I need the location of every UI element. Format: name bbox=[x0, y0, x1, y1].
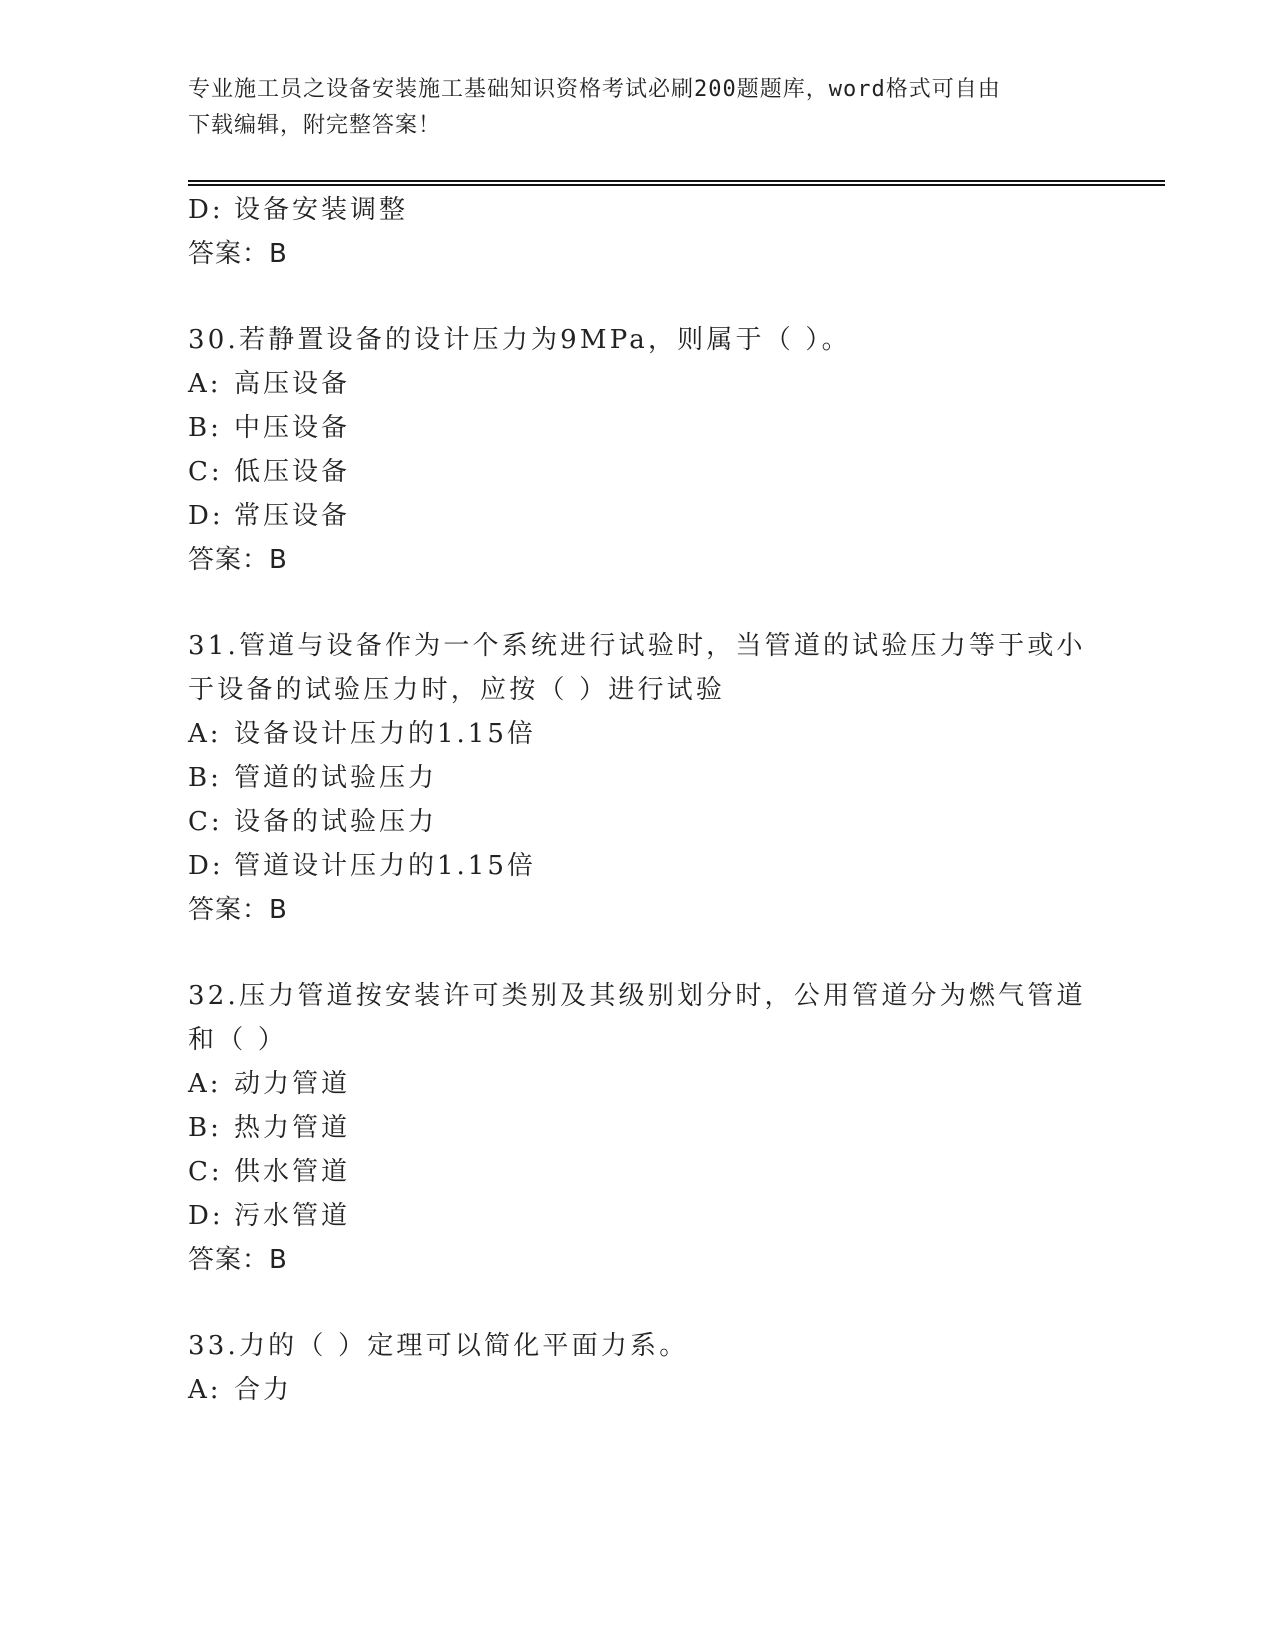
option-text: 低压设备 bbox=[234, 457, 351, 487]
option-key: A: bbox=[188, 1375, 222, 1405]
option-key: D: bbox=[188, 501, 224, 531]
option-text: 管道设计压力的1.15倍 bbox=[234, 851, 536, 881]
option-text: 设备设计压力的1.15倍 bbox=[234, 719, 536, 749]
header-rule-bottom bbox=[188, 184, 1165, 186]
option-key: D: bbox=[188, 1201, 224, 1231]
option-text: 管道的试验压力 bbox=[234, 763, 438, 793]
option-text: 动力管道 bbox=[234, 1069, 351, 1099]
option-line bbox=[188, 496, 350, 536]
option-line bbox=[188, 714, 536, 754]
answer-line: 答案：B bbox=[188, 239, 288, 269]
option-text: 设备的试验压力 bbox=[234, 807, 438, 837]
document-header bbox=[188, 72, 1088, 144]
option-line bbox=[188, 1196, 350, 1236]
option-line bbox=[188, 452, 350, 492]
option-text: 设备安装调整 bbox=[234, 195, 409, 225]
option-key: A: bbox=[188, 719, 222, 749]
option-line bbox=[188, 1064, 350, 1104]
option-text: 污水管道 bbox=[234, 1201, 351, 1231]
answer-line: 答案：B bbox=[188, 545, 288, 575]
option-text: 供水管道 bbox=[234, 1157, 351, 1187]
question-text: 和（ ） bbox=[188, 1025, 288, 1055]
option-key: B: bbox=[188, 763, 222, 793]
option-key: C: bbox=[188, 807, 223, 837]
question-text: 于设备的试验压力时，应按（ ）进行试验 bbox=[188, 675, 726, 705]
option-line bbox=[188, 802, 437, 842]
question-text: 32.压力管道按安装许可类别及其级别划分时，公用管道分为燃气管道 bbox=[188, 981, 1086, 1011]
option-key: C: bbox=[188, 457, 223, 487]
option-key: D: bbox=[188, 851, 224, 881]
question-text: 31.管道与设备作为一个系统进行试验时，当管道的试验压力等于或小 bbox=[188, 631, 1086, 661]
answer-line: 答案：B bbox=[188, 1245, 288, 1275]
question-text: 30.若静置设备的设计压力为9MPa，则属于（ ）。 bbox=[188, 325, 851, 355]
option-text: 热力管道 bbox=[234, 1113, 351, 1143]
option-line bbox=[188, 846, 536, 886]
option-line bbox=[188, 1152, 350, 1192]
question-text: 33.力的（ ）定理可以简化平面力系。 bbox=[188, 1331, 689, 1361]
option-key: A: bbox=[188, 1069, 222, 1099]
option-line bbox=[188, 1370, 292, 1410]
option-line bbox=[188, 190, 408, 230]
option-line bbox=[188, 1108, 350, 1148]
header-rule-top bbox=[188, 180, 1165, 182]
option-key: C: bbox=[188, 1157, 223, 1187]
option-key: D: bbox=[188, 195, 224, 225]
option-line bbox=[188, 408, 350, 448]
option-key: B: bbox=[188, 1113, 222, 1143]
option-line bbox=[188, 364, 350, 404]
answer-line: 答案：B bbox=[188, 895, 288, 925]
header-line-2: 下载编辑，附完整答案！ bbox=[188, 113, 442, 138]
option-text: 合力 bbox=[234, 1375, 293, 1405]
option-text: 中压设备 bbox=[234, 413, 351, 443]
option-line bbox=[188, 758, 437, 798]
option-key: B: bbox=[188, 413, 222, 443]
header-line-1: 专业施工员之设备安装施工基础知识资格考试必刷200题题库，word格式可自由 bbox=[188, 77, 1001, 102]
option-text: 高压设备 bbox=[234, 369, 351, 399]
option-text: 常压设备 bbox=[234, 501, 351, 531]
option-key: A: bbox=[188, 369, 222, 399]
